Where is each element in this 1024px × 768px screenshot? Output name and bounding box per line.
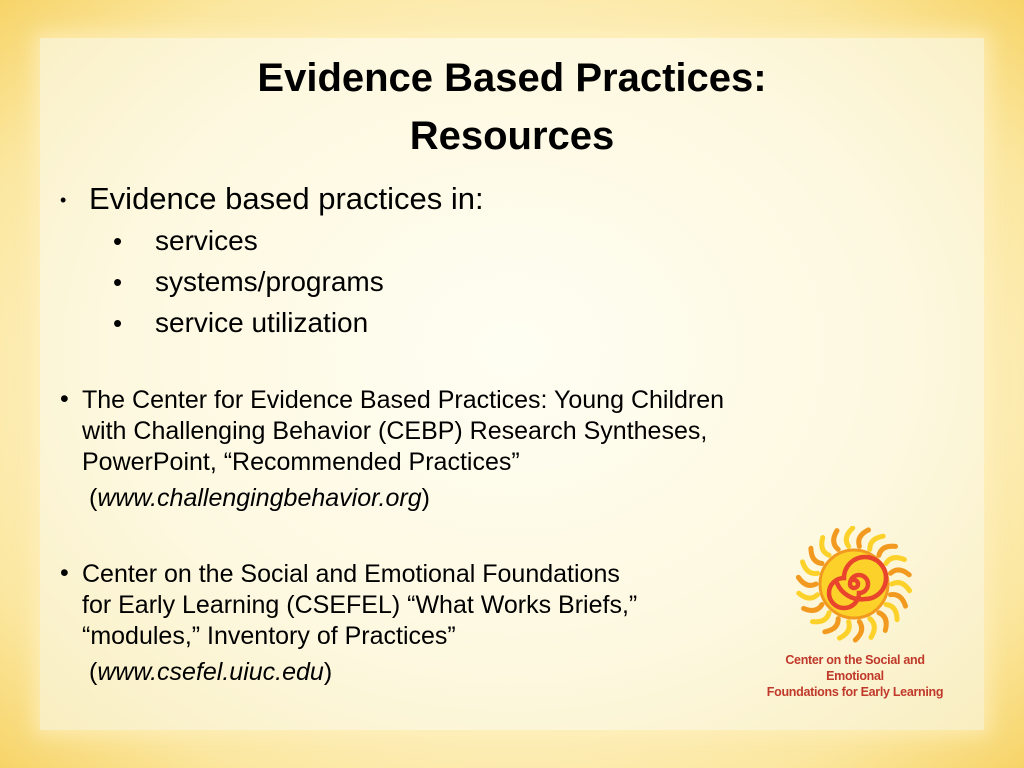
sun-ray (886, 605, 897, 620)
sub-item-services: services (155, 225, 258, 256)
sun-ray (822, 538, 829, 556)
csefel-sun-logo-icon (786, 526, 924, 644)
sub-item-service-utilization: service utilization (155, 307, 369, 338)
bullet-marker: • (60, 559, 69, 587)
sub-bullet-marker: • (113, 308, 123, 338)
cebp-url (89, 484, 430, 513)
csefel-logo-text (762, 652, 948, 700)
cebp-line1: The Center for Evidence Based Practices: Young Children (82, 386, 725, 414)
sun-ray (879, 613, 886, 631)
logo-text-line2: Foundations for Early Learning (766, 685, 944, 699)
sun-ray (870, 619, 875, 638)
csefel-url (89, 658, 332, 687)
sun-ray (799, 593, 818, 598)
close-paren: ) (421, 484, 430, 512)
csefel-line3: “modules,” Inventory of Practices” (82, 622, 456, 650)
close-paren: ) (323, 658, 333, 686)
sun-ray (855, 622, 861, 640)
csefel-line2: for Early Learning (CSEFEL) “What Works Briefs,” (82, 591, 638, 619)
sun-ray (804, 605, 822, 611)
bullet-marker: • (60, 190, 67, 210)
slide-title-line2: Resources (409, 114, 615, 158)
csefel-line1: Center on the Social and Emotional Foundations (82, 560, 620, 588)
cebp-line2: with Challenging Behavior (CEBP) Research Syntheses, (82, 417, 708, 445)
sun-ray (840, 622, 850, 639)
sub-bullet-marker: • (113, 226, 123, 256)
sun-ray (891, 570, 910, 575)
logo-text-line1: Center on the Social and Emotional (785, 653, 925, 683)
cebp-url-link[interactable]: www.challengingbehavior.org (97, 484, 422, 512)
csefel-url-link[interactable]: www.csefel.uiuc.edu (97, 658, 324, 686)
slide-title-line1: Evidence Based Practices: (257, 56, 767, 100)
sub-bullet-marker: • (113, 267, 123, 297)
sun-ray (846, 528, 852, 546)
open-paren: ( (89, 484, 98, 512)
sun-ray (834, 531, 839, 550)
sun-ray (859, 530, 869, 547)
sun-ray (892, 583, 910, 591)
bullet-marker: • (60, 385, 69, 413)
open-paren: ( (89, 658, 98, 686)
bullet-evidence-practices: Evidence based practices in: (89, 181, 484, 216)
cebp-line3: PowerPoint, “Recommended Practices” (82, 448, 520, 476)
sun-ray (811, 548, 822, 563)
sub-item-systems-programs: systems/programs (155, 266, 384, 297)
sun-ray (879, 546, 896, 555)
sun-ray (886, 558, 904, 564)
sun-ray (813, 613, 830, 622)
sun-ray (798, 577, 816, 585)
